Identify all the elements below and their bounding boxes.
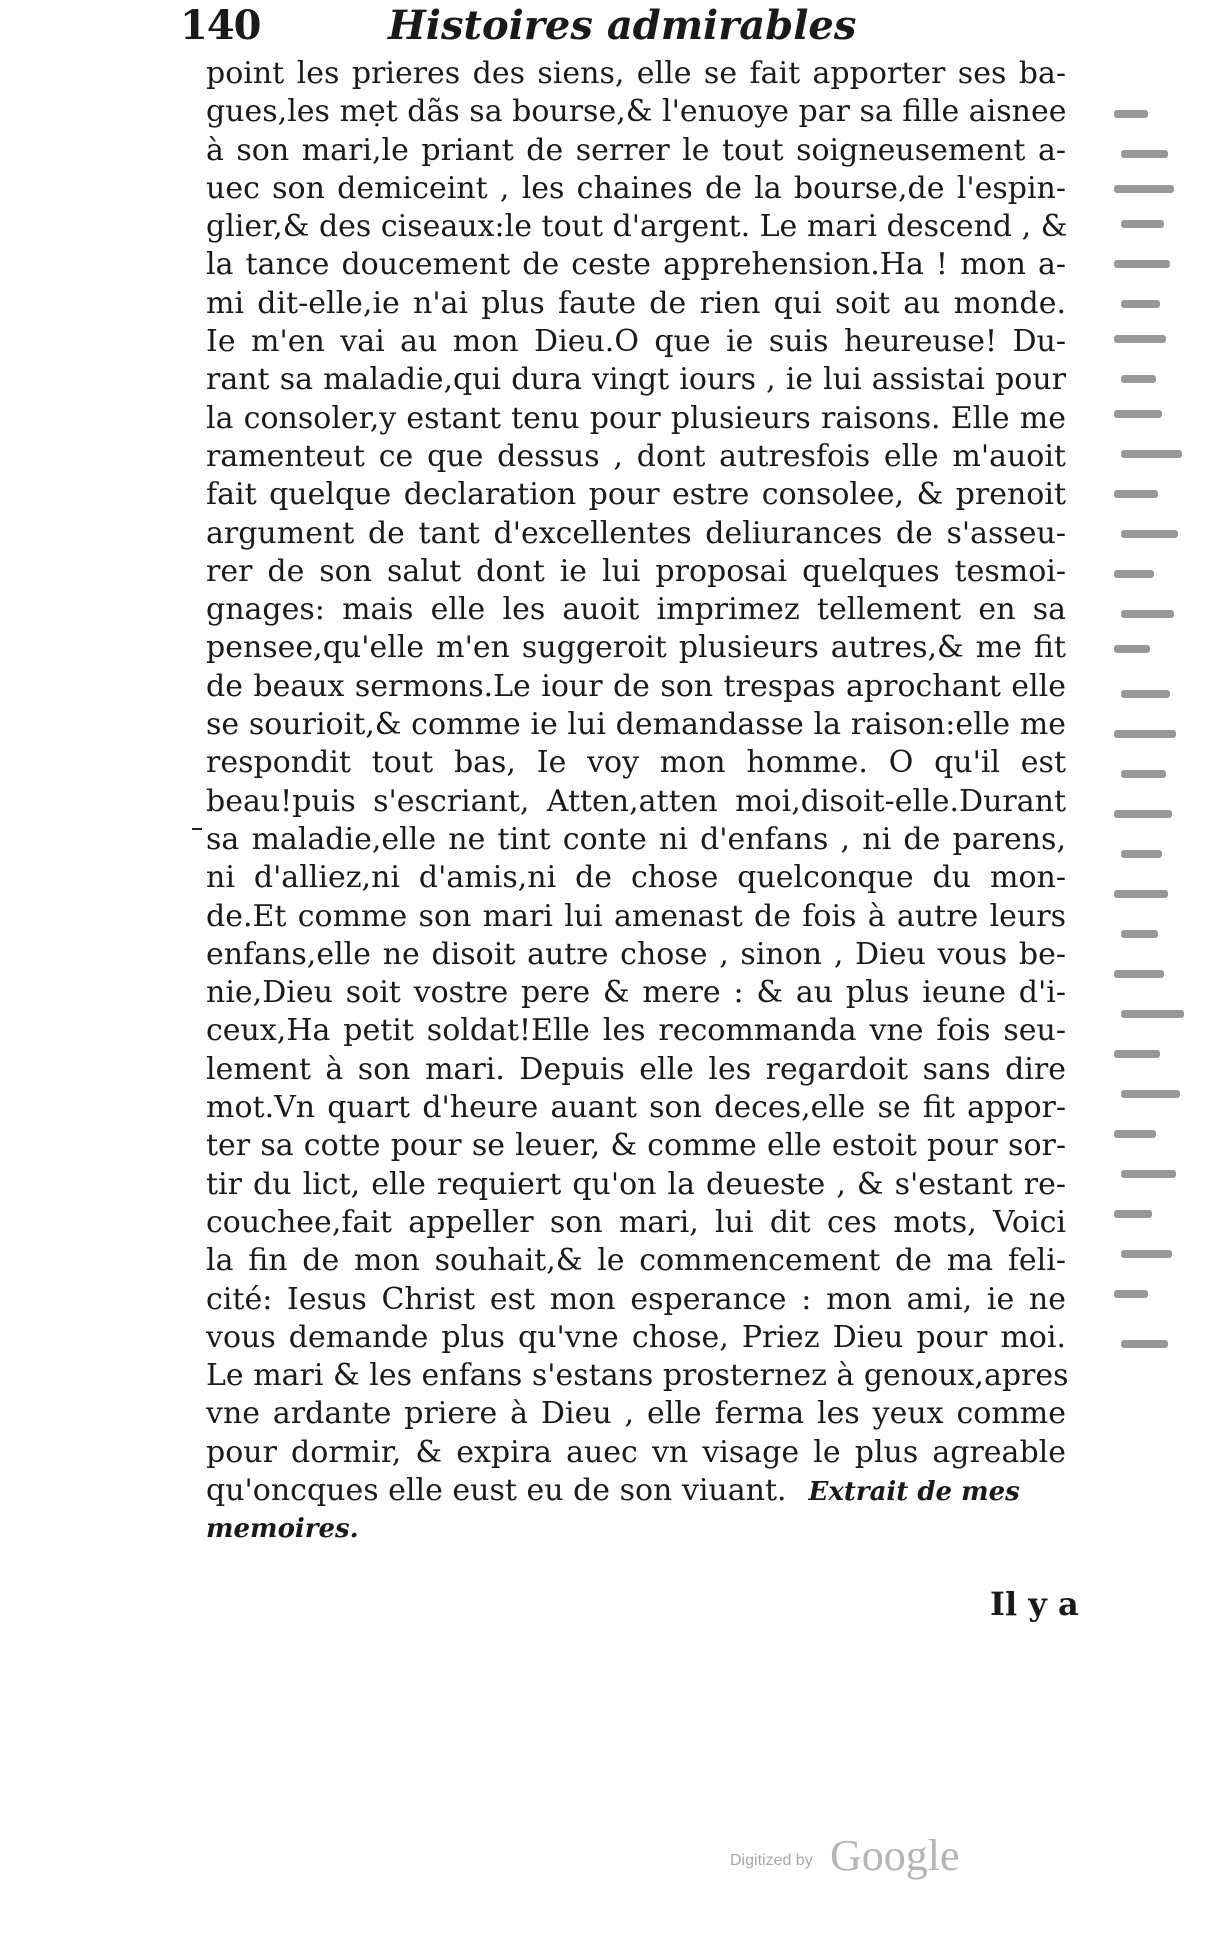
text-line: mot.Vn quart d'heure auant son deces,elle se fit appor- bbox=[206, 1090, 1066, 1126]
show-through-mark bbox=[1121, 770, 1166, 778]
text-line: pour dormir, & expira auec vn visage le plus agreable bbox=[206, 1434, 1066, 1470]
text-line: Ie m'en vai au mon Dieu.O que ie suis heureuse! Du- bbox=[206, 324, 1066, 360]
text-line: beau!puis s'escriant, Atten,atten moi,disoit-elle.Durant bbox=[206, 783, 1066, 819]
text-line: rer de son salut dont ie lui proposai quelques tesmoi- bbox=[206, 553, 1066, 589]
show-through-mark bbox=[1121, 1170, 1176, 1178]
text-line: fait quelque declaration pour estre consolee, & prenoit bbox=[206, 477, 1066, 513]
text-line: argument de tant d'excellentes deliurances de s'asseu- bbox=[206, 515, 1066, 551]
show-through-mark bbox=[1114, 490, 1158, 498]
show-through-mark bbox=[1121, 690, 1170, 698]
show-through-mark bbox=[1121, 450, 1182, 458]
text-line-content: qu'oncques elle eust eu de son viuant. bbox=[206, 1472, 787, 1508]
text-line: gnages: mais elle les auoit imprimez tellement en sa bbox=[206, 592, 1066, 628]
text-line: de beaux sermons.Le iour de son trespas aprochant elle bbox=[206, 668, 1066, 704]
text-line: uec son demiceint , les chaines de la bourse,de l'espin- bbox=[206, 170, 1066, 206]
text-line: la fin de mon souhait,& le commencement de ma feli- bbox=[206, 1243, 1066, 1279]
text-line: ceux,Ha petit soldat!Elle les recommanda vne fois seu- bbox=[206, 1013, 1066, 1049]
catchword: Il y a bbox=[990, 1585, 1079, 1623]
text-line: mi dit-elle,ie n'ai plus faute de rien qui soit au monde. bbox=[206, 285, 1066, 321]
text-line: point les prieres des siens, elle se fait apporter ses ba- bbox=[206, 56, 1066, 91]
show-through-mark bbox=[1114, 970, 1164, 978]
show-through-mark bbox=[1114, 890, 1168, 898]
text-line: de.Et comme son mari lui amenast de fois à autre leurs bbox=[206, 898, 1066, 934]
text-line: rant sa maladie,qui dura vingt iours , ie lui assistai pour bbox=[206, 362, 1066, 398]
show-through-mark bbox=[1114, 570, 1154, 578]
text-line: lement à son mari. Depuis elle les regardoit sans dire bbox=[206, 1051, 1066, 1087]
source-note: Extrait de mes bbox=[808, 1476, 1020, 1507]
show-through-mark bbox=[1121, 1340, 1168, 1348]
digitized-watermark bbox=[730, 1830, 1010, 1880]
running-title: Histoires admirables bbox=[388, 2, 857, 49]
show-through-mark bbox=[1114, 645, 1150, 653]
show-through-mark bbox=[1121, 930, 1158, 938]
show-through-mark bbox=[1121, 220, 1164, 228]
show-through-mark bbox=[1114, 1050, 1160, 1058]
show-through-mark bbox=[1114, 110, 1148, 118]
show-through-mark bbox=[1121, 150, 1168, 158]
text-line: se sourioit,& comme ie lui demandasse la raison:elle me bbox=[206, 707, 1066, 743]
margin-mark bbox=[192, 828, 202, 830]
text-line: la tance doucement de ceste apprehension.Ha ! mon a- bbox=[206, 247, 1066, 283]
text-line: sa maladie,elle ne tint conte ni d'enfans , ni de parens, bbox=[206, 821, 1066, 857]
source-note-continued: memoires. bbox=[206, 1514, 359, 1545]
show-through-mark bbox=[1114, 335, 1166, 343]
show-through-mark bbox=[1114, 1290, 1148, 1298]
show-through-mark bbox=[1121, 850, 1162, 858]
show-through-mark bbox=[1121, 1010, 1184, 1018]
show-through-text bbox=[1110, 90, 1200, 1740]
text-line-with-source bbox=[206, 1472, 1066, 1510]
show-through-mark bbox=[1114, 730, 1176, 738]
text-line: gues,les mẹt dãs sa bourse,& l'enuoye par sa fille aisnee bbox=[206, 94, 1067, 130]
show-through-mark bbox=[1114, 185, 1174, 193]
text-line: vous demande plus qu'vne chose, Priez Dieu pour moi. bbox=[206, 1319, 1066, 1355]
text-line: ter sa cotte pour se leuer, & comme elle estoit pour sor- bbox=[206, 1128, 1066, 1164]
show-through-mark bbox=[1121, 1250, 1172, 1258]
text-line: la consoler,y estant tenu pour plusieurs raisons. Elle me bbox=[206, 400, 1066, 436]
show-through-mark bbox=[1114, 810, 1172, 818]
show-through-mark bbox=[1121, 375, 1156, 383]
text-line: ni d'alliez,ni d'amis,ni de chose quelconque du mon- bbox=[206, 860, 1066, 896]
text-line: nie,Dieu soit vostre pere & mere : & au plus ieune d'i- bbox=[206, 975, 1066, 1011]
digitized-by-text: Digitized by bbox=[730, 1852, 813, 1869]
text-line: ramenteut ce que dessus , dont autresfois elle m'auoit bbox=[206, 438, 1066, 474]
show-through-mark bbox=[1114, 410, 1162, 418]
page-number: 140 bbox=[180, 2, 261, 49]
show-through-mark bbox=[1121, 300, 1160, 308]
body-text bbox=[206, 55, 1069, 1549]
page-header bbox=[180, 2, 860, 58]
text-line: à son mari,le priant de serrer le tout soigneusement a- bbox=[206, 132, 1066, 168]
show-through-mark bbox=[1114, 1210, 1152, 1218]
show-through-mark bbox=[1121, 530, 1178, 538]
text-line: respondit tout bas, Ie voy mon homme. O qu'il est bbox=[206, 745, 1066, 781]
show-through-mark bbox=[1121, 610, 1174, 618]
text-line: cité: Iesus Christ est mon esperance : mon ami, ie ne bbox=[206, 1281, 1066, 1317]
text-line: tir du lict, elle requiert qu'on la deueste , & s'estant re- bbox=[206, 1166, 1066, 1202]
show-through-mark bbox=[1121, 1090, 1180, 1098]
text-line: glier,& des ciseaux:le tout d'argent. Le mari descend , & bbox=[206, 209, 1068, 245]
google-logo: Google bbox=[830, 1831, 960, 1880]
text-line: pensee,qu'elle m'en suggeroit plusieurs autres,& me fit bbox=[206, 630, 1066, 666]
text-line: vne ardante priere à Dieu , elle ferma les yeux comme bbox=[206, 1396, 1066, 1432]
text-line: Le mari & les enfans s'estans prosternez à genoux,apres bbox=[206, 1358, 1069, 1394]
text-line: enfans,elle ne disoit autre chose , sinon , Dieu vous be- bbox=[206, 936, 1066, 972]
show-through-mark bbox=[1114, 1130, 1156, 1138]
text-line: couchee,fait appeller son mari, lui dit ces mots, Voici bbox=[206, 1204, 1066, 1240]
show-through-mark bbox=[1114, 260, 1170, 268]
